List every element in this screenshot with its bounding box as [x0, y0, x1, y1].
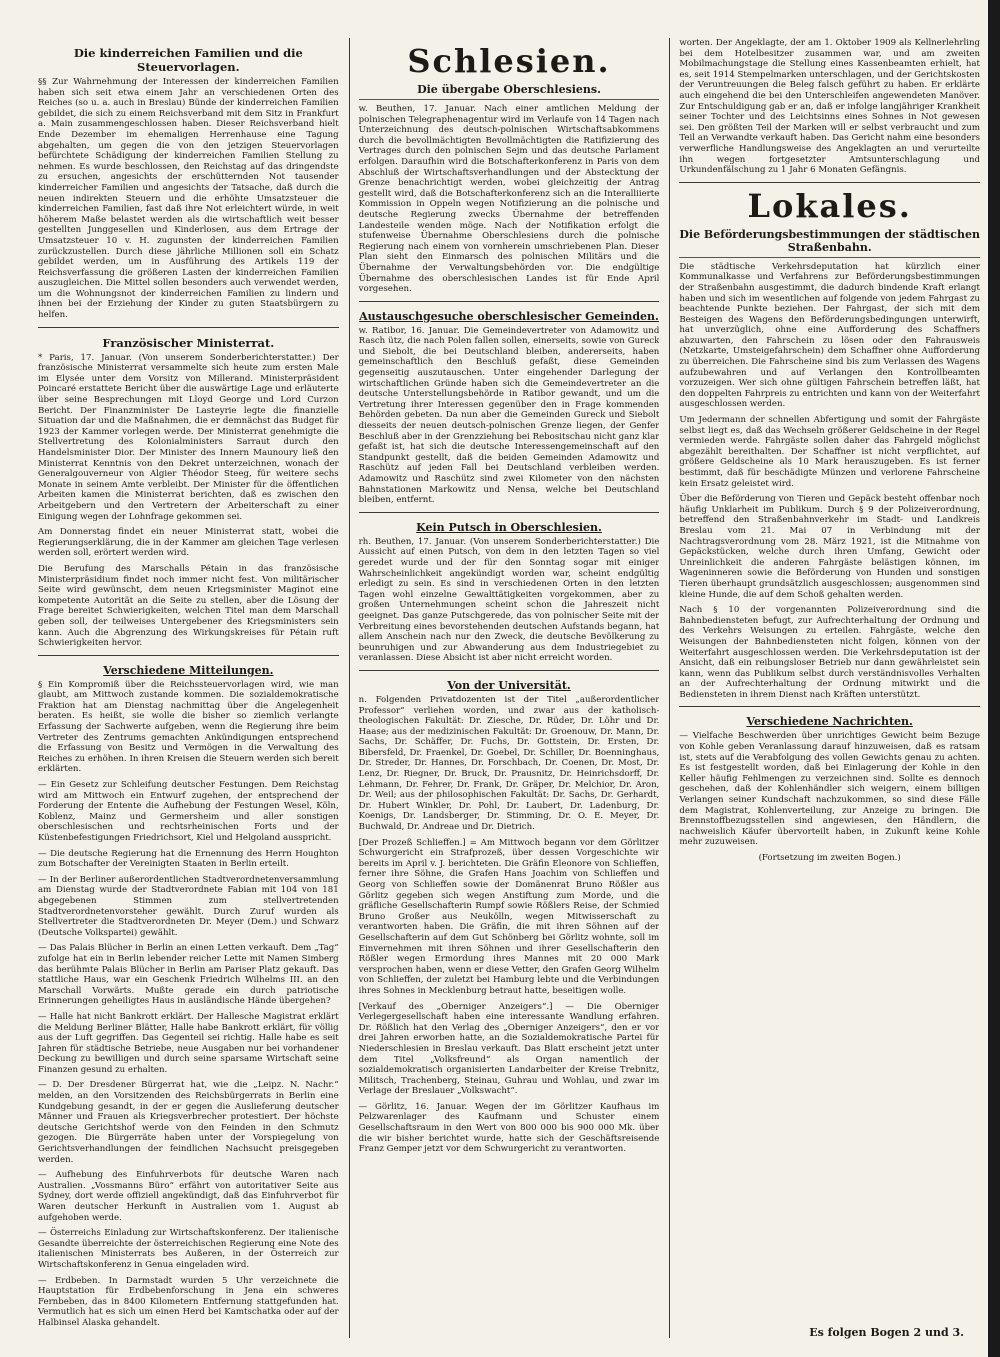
column-left — [38, 38, 339, 1338]
article-text: § Ein Kompromiß über die Reichssteuervorlagen wird, wie man glaubt, am Mittwoch zustande kommen. Die sozialdemokratische Fraktion hat am Dienstag nachmittag über die Angelegenheit beraten. Es heißt, sie wolle die bisher so ziemlich verlangte Erfassung der Sachwerte aufgeben, wenn die Regierung ihre beim Vertreter des Zentrums gemachten Ankündigungen entsprechend die Erfassung von Besitz und Vermögen in die Verwaltung des Reiches zu erhöhen. In ihren Kreisen die Steuern werden sich bereit erklärten. — [38, 679, 339, 775]
article-text: — Das Palais Blücher in Berlin an einen Letten verkauft. Dem „Tag“ zufolge hat ein in Berlin lebender reicher Lette mit Namen Simberg das berühmte Palais Blücher in Berlin am Pariser Platz gekauft. Das stattliche Haus, war ein Geschenk Friedrich Wilhelms III. an den Marschall Vorwärts. Mußte gerade ein durch patriotische Erinnerungen geheiligtes Haus in ausländische Hände übergehen? — [38, 943, 339, 1007]
divider — [359, 670, 660, 671]
page-edge — [988, 0, 1000, 1357]
article-text: worten. Der Angeklagte, der am 1. Oktober 1909 als Kellnerlehrling bei dem Hotelbesitzer zusammen war, und am zweiten Mobilmachungstage die Stellung eines Kassenbeamten erhielt, hat es, seit 1914 Stempelmarken unterschlagen, und der Gerichtskosten der Veruntreuungen die Beleg falsch geführt zu haben. Er erklärte auch eingehend die bei den Unterschleifen angewendeten Manöver. Zur Entschuldigung gab er an, daß er infolge langjähriger Krankheit seiner Tochter und des Leichtsinns eines Sohnes in Not gewesen sei. Den größten Teil der Marken will er selbst verbraucht und zum Teil an Verwandte verkauft haben. Das Gericht nahm eine besonders verwerfliche Handlungsweise des Angeklagten an und verurteilte ihn wegen fortgesetzter Amtsunterschlagung und Urkundenfälschung zu 1 Jahr 6 Monaten Gefängnis. — [679, 38, 981, 176]
divider — [38, 327, 339, 328]
article-text: Die städtische Verkehrsdeputation hat kürzlich einer Kommunalkasse und Verfahrens zur Beförderungsbestimmungen der Straßenbahn ausgestimmt, die dadurch bindende Kraft erlangt haben und sich im wesentlichen auf folgende von jedem Fahrgast zu beachtende Punkte beziehen. Der Fahrgast, der sich mit dem Besteigen des Wagens den Beförderungsbedingungen unterwirft, hat unverzüglich, ohne eine Aufforderung des Schaffners abzuwarten, den Fahrschein zu lösen oder den Fahrausweis (Netzkarte, Umsteigefahrschein) dem Schaffner ohne Aufforderung zu überreichen. Die Fahrscheine sind bis zum Verlassen des Wagens aufzubewahren und auf Verlangen den Kontrollbeamten vorzuzeigen. Wer sich ohne gültigen Fahrschein betreffen läßt, hat den doppelten Fahrpreis zu entrichten und kann von der Weiterfahrt ausgeschlossen werden. — [679, 261, 981, 410]
article-text: [Der Prozeß Schlieffen.] = Am Mittwoch begann vor dem Görlitzer Schwurgericht ein Strafprozeß, über dessen Vorgeschichte wir bereits im April v. J. berichteten. Die Gräfin Eleonore von Schlieffen, ferner ihre Söhne, die Grafen Hans Joachim von Schlieffen und Georg von Schlieffen sowie der Domänenrat Bruno Rößler aus Görlitz gegeben sich wegen Anstiftung zum Morde, und die gräfliche Gesellschafterin Rumpf sowie Rößlers Reise, der Schmied Bruno Großer aus Neukölln, wegen Mitwisserschaft zu verantworten haben. Die Gräfin, die mit ihren Söhnen auf der Gesellschafterin auf dem Gut Schönberg bei Görlitz wohnte, soll im Einvernehmen mit ihren Söhnen und ihrer Gesellschafterin den Rößler wegen Ermordung ihres Mannes mit 20 000 Mark versprochen haben, wenn er diese Vetter, den Grafen Georg Wilhelm von Schlieffen, der zuletzt bei Hamburg lebte und die Verbindungen ihres Sohnes in Mecklenburg betraut hatte, beseitigen wolle. — [358, 837, 660, 996]
divider — [679, 706, 980, 707]
continuation-note: (Fortsetzung im zweiten Bogen.) — [758, 853, 901, 863]
article-text: [Verkauf des „Oberniger Anzeigers“.] — Die Oberniger Verlegergesellschaft haben eine interessante Wandlung erfahren. Dr. Rößlich hat den Verlag des „Oberniger Anzeigers“, den er vor drei Jahren erworben hatte, an die Sozialdemokratische Partei für Niederschlesien in Breslau verkauft. Das Blatt erscheint jetzt unter dem Titel „Volksfreund“ als Organ namentlich der sozialdemokratisch organisierten Landarbeiter der Kreise Trebnitz, Militsch, Trachenberg, Steinau, Guhrau und Wohlau, und zwar im Verlage der Breslauer „Volkswacht“. — [358, 1001, 660, 1097]
headline-nachrichten: Verschiedene Nachrichten. — [746, 715, 913, 729]
article-text: w. Ratibor, 16. Januar. Die Gemeindevertreter von Adamowitz und Rasch ütz, die nach Polen fallen sollen, einerseits, sowie von Gureck und Siebolt, die bei Deutschland bleiben, andererseits, haben gemeinschaftlich den Beschluß gefaßt, diese Gemeinden gegenseitig auszutauschen. Unter eingehender Darlegung der wirtschaftlichen Gründe haben sich die Gemeindevertreter an die deutsche Unterstellungsbehörde in Ratibor gewandt, und um die Vertretung ihrer Interessen gegenüber den in Frage kommenden Behörden gebeten. Da nun aber die Gemeinden Gureck und Siebolt diesseits der neuen deutsch-polnischen Grenze liegen, der Genfer Beschluß aber in der Grenzziehung bei Rebositschau nicht ganz klar gefaßt ist, hat sich die deutsche Interessengemeinschaft auf den Standpunkt gestellt, daß die beiden Gemeinden Adamowitz und Raschütz auf jeden Fall bei Deutschland verbleiben werden. Adamowitz und Raschütz sind zwei Kilometer von den nächsten Bahnstationen Markowitz und Nensa, welche bei Deutschland bleiben, entfernt. — [358, 325, 660, 506]
article-text: rh. Beuthen, 17. Januar. (Von unserem Sonderberichterstatter.) Die Aussicht auf einen Putsch, von dem in den letzten Tagen so viel geredet wurde und der für den Sonntag sogar mit einiger Wahrscheinlichkeit angekündigt worden war, scheint endgültig erledigt zu sein. Es sind in verschiedenen Orten in den letzten Tagen wohl einzelne Gewalttätigkeiten vorgekommen, aber zu großen Unternehmungen scheint schon die Jahreszeit nicht geeignet. Das ganze Putschgerede, das von polnischer Seite mit der Verbreitung eines bevorstehenden deutschen Aufstands begann, hat allem Anschein nach nur den Zweck, die deutsche Bevölkerung zu beunruhigen und zur Abwanderung aus dem Industriegebiet zu veranlassen. Diese Absicht ist aber nicht erreicht worden. — [358, 536, 660, 664]
column-middle — [349, 38, 660, 1338]
article-text: Um Jedermann der schnellen Abfertigung und somit der Fahrgäste selbst liegt es, daß das Wechseln größerer Geldscheine in der Regel vermieden werde. Fahrgäste sollen daher das Fahrgeld möglichst abgezählt bereithalten. Der Schaffner ist nicht verpflichtet, auf größere Geldscheine als 10 Mark herauszugeben. Es ist ferner bestimmt, daß für beschädigte Münzen und verlorene Fahrscheine kein Ersatz geleistet wird. — [679, 415, 981, 489]
section-title-schlesien: Schlesien. — [407, 42, 611, 80]
article-text: Am Donnerstag findet ein neuer Ministerrat statt, wobei die Regierungserklärung, die in der Kammer am gleichen Tage verlesen werden soll, erörtert werden wird. — [38, 527, 339, 559]
article-text: — Ein Gesetz zur Schleifung deutscher Festungen. Dem Reichstag wird am Mittwoch ein Entwurf zugehen, der entsprechend der Forderung der Entente die Aufhebung der Festungen Wesel, Köln, Koblenz, Mainz und Germersheim und aller sonstigen oberschlesischen und rechtsrheinischen Forts und der Küstenbefestigungen Friedrichsort, Kiel und Helgoland ausspricht. — [38, 780, 339, 843]
article-text: §§ Zur Wahrnehmung der Interessen der kinderreichen Familien haben sich seit etwa einem Jahr an verschiedenen Orten des Reiches (so u. a. auch in Breslau) Bünde der kinderreichen Familien gebildet, die sich zu einem Reichsverband mit dem Sitz in Frankfurt a. Main zusammengeschlossen haben. Dieser Reichsverband hielt Ende Dezember im ehemaligen Herrenhause eine Tagung abgehalten, um gegen die von den jetzigen Steuervorlagen befürchtete Schädigung der kinderreichen Familien Stellung zu nehmen. Es wurde beschlossen, den Reichstag auf das dringendste zu ersuchen, angesichts der erschütternden Not tausender kinderreicher Familien und angesichts der Tatsache, daß durch die neuen indirekten Steuern und die erhöhte Umsatzsteuer die kinderreichen Familien, fast daß ihre Not erleichtert würde, in weit höherem Maße belastet werden als die wirtschaftlich weit besser gestellten Junggesellen und Kinderlosen, aus dem Ertrage der Umsatzsteuer 10 v. H. zugunsten der kinderreichen Familien zurückzustellen. Durch diese jährliche Millionen soll ein Schatz gebildet werden, um in Ausführung des Artikels 119 der Reichsverfassung die größeren Lasten der kinderreichen Familien auszugleichen. Die Mittel sollen besonders auch verwendet werden, um die Wohnungsnot der kinderreichen Familien zu lindern und ihnen bei der Erziehung der Kinder zu guten Staatsbürgern zu helfen. — [38, 77, 339, 321]
divider — [359, 512, 660, 513]
article-text: — Görlitz, 16. Januar. Wegen der im Görlitzer Kaufhaus im Pelzwarenlager des Kaufmann und Schuster einem Gesellschaftsraum in den Wert von 800 000 bis 900 000 Mk. über die wir bisher berichtet wurde, hatte sich der Geschäftsreisende Franz Gemper jetzt vor dem Schwurgericht zu verantworten. — [358, 1101, 660, 1155]
article-text: — D. Der Dresdener Bürgerrat hat, wie die „Leipz. N. Nachr.“ melden, an den Vorsitzenden des Reichsbürgerrats in Berlin eine Kundgebung gesandt, in der er gegen die Auslieferung deutscher Männer und Frauen als Kriegsverbrecher protestiert. Der höchste deutsche Gerichtshof werde von den Feinden in den Schmutz gezogen. Die Bürgerräte haben unter der Vorspiegelung von Gerichtsverhandlungen der feindlichen Nachsucht preisgegeben werden. — [38, 1080, 339, 1165]
headline-ministerrat: Französischer Ministerrat. — [102, 335, 275, 350]
article-text: w. Beuthen, 17. Januar. Nach einer amtlichen Meldung der polnischen Telegraphenagentur wird im Verlaufe von 14 Tagen nach Unterzeichnung des deutsch-polnischen Wirtschaftsabkommens durch die bevollmächtigten Bevollmächtigten die Ratifizierung des Vertrages durch den polnischen Sejm und das deutsche Parlament erfolgen. Daraufhin wird die Botschafterkonferenz in Paris von dem Abschluß der Wirtschaftsverhandlungen und der Abstecktung der Grenze benachrichtigt werden, wobei gleichzeitig der Antrag gestellt wird, daß die Botschafterkonferenz sich an die Interalliierte Kommission in Oppeln wegen Notifizierung an die polnische und deutsche Regierung zwecks Übernahme der betreffenden Landesteile wenden möge. Nach der Notifikation erfolgt die stufenweise Übernahme Oberschlesiens durch die polnische Regierung nach einem von vornherein umschriebenen Plan. Dieser Plan sieht den Einmarsch des polnischen Militärs und die Übernahme der Verwaltungsbehörden vor. Die endgültige Übernahme des oberschlesischen Landes ist für Ende April vorgesehen. — [358, 104, 660, 295]
headline-kein-putsch: Kein Putsch in Oberschlesien. — [416, 520, 602, 534]
article-text: — Erdbeben. In Darmstadt wurden 5 Uhr verzeichnete die Hauptstation für Erdbebenforschung in Jena ein schweres Fernbeben, das in 8400 Kilometern Entfernung stattgefunden hat. Vermutlich hat es sich um einen Herd bei Kamtschatka oder auf der Halbinsel Alaska gehandelt. — [38, 1275, 339, 1328]
article-text: Über die Beförderung von Tieren und Gepäck besteht offenbar noch häufig Unklarheit im Publikum. Durch § 9 der Polizeiverordnung, betreffend den Straßenbahnverkehr im Stadt- und Landkreis Breslau vom 21. Mai 07 in Verbindung mit der Nachtragsverordnung vom 28. März 1921, ist die Mitnahme von Gepäckstücken, welche durch ihren Umfang, Gewicht oder Unreinlichkeit die anderen Fahrgäste belästigen können, im Wageninneren sowie die Beförderung von Hunden und sonstigen Tieren überhaupt grundsätzlich ausgeschlossen; ausgenommen sind kleine Hunde, die auf dem Schoß gehalten werden. — [679, 494, 981, 600]
column-right — [669, 38, 980, 1338]
footer-note: Es folgen Bogen 2 und 3. — [809, 1326, 964, 1339]
article-text: * Paris, 17. Januar. (Von unserem Sonderberichterstatter.) Der französische Ministerrat versammelte sich heute zum ersten Male im Elysée unter dem Vorsitz von Millerand. Ministerpräsident Poincaré erstattete Bericht über die auswärtige Lage und erläuterte über seine Besprechungen mit Lloyd George und Lord Curzon Bericht. Der Finanzminister De Lasteyrie legte die finanzielle Situation dar und die Maßnahmen, die er demnächst das Budget für 1923 der Kammer vorlegen werde. Der Ministerrat genehmigte die Stellvertretung des Kolonialministers Sarraut durch den Handelsminister Dior. Der Minister des Innern Maunoury ließ den Ministerrat Kenntnis von den Dekret unterzeichnen, wonach der Generalgouverneur von Algier Théodor Steeg, für weitere sechs Monate in seinem Amte verbleibt. Der Minister für die öffentlichen Arbeiten kamen die Ministerrat berichten, daß es zwischen den Arbeitgebern und den Vertretern der Arbeiterschaft zu einer Einigung wegen der Lohnfrage gekommen sei. — [38, 352, 339, 522]
article-text: — Die deutsche Regierung hat die Ernennung des Herrn Houghton zum Botschafter der Vereinigten Staaten in Berlin erteilt. — [38, 848, 339, 870]
headline-universitaet: Von der Universität. — [447, 678, 571, 692]
headline-uebergabe: Die übergabe Oberschlesiens. — [359, 83, 660, 100]
article-text: — Halle hat nicht Bankrott erklärt. Der Hallesche Magistrat erklärt die Meldung Berliner Blätter, Halle habe Bankrott erklärt, für völlig aus der Luft gegriffen. Das Gegenteil sei richtig. Halle habe es seit Jahren für städtische Betriebe, neue Ausgaben nur bei vorhandener Deckung zu bewilligen und durch seine sparsame Wirtschaft seine Finanzen gesund zu erhalten. — [38, 1011, 339, 1075]
headline-mitteilungen: Verschiedene Mitteilungen. — [103, 663, 274, 677]
article-text: — In der Berliner außerordentlichen Stadtverordnetenversammlung am Dienstag wurde der Stadtverordnete Fabian mit 104 von 181 abgegebenen Stimmen zum stellvertretenden Stadtverordnetenvorsteher gewählt. Durch Zuruf wurden als Stellvertreter die Stadtverordneten Dr. Meyer (Dem.) und Schwarz (Deutsche Volkspartei) gewählt. — [38, 874, 339, 938]
headline-austausch: Austauschgesuche oberschlesischer Gemeinden. — [359, 309, 659, 323]
divider — [38, 655, 339, 656]
headline-kinderreiche-familien: Die kinderreichen Familien und die Steuervorlagen. — [73, 46, 303, 74]
divider — [679, 182, 980, 183]
divider — [359, 301, 660, 302]
article-text: — Aufhebung des Einfuhrverbots für deutsche Waren nach Australien. „Vossmanns Büro“ erfährt von autoritativer Seite aus Sydney, dort werde offiziell angekündigt, daß das Einfuhrverbot für Waren deutscher Herkunft in Australien vom 1. August ab aufgehoben werde. — [38, 1170, 339, 1223]
article-text: n. Folgenden Privatdozenten ist der Titel „außerordentlicher Professor“ verliehen worden, und zwar aus der katholisch-theologischen Fakultät: Dr. Ziesche, Dr. Rüder, Dr. Löhr und Dr. Haase; aus der medizinischen Fakultät: Dr. Groenouw, Dr. Mann, Dr. Sachs, Dr. Schäffer, Dr. Fuchs, Dr. Gottstein, Dr. Ersten, Dr. Bibersfeld, Dr. Fraenkel, Dr. Goebel, Dr. Schiller, Dr. Boenninghaus, Dr. Streder, Dr. Hannes, Dr. Forschbach, Dr. Coenen, Dr. Most, Dr. Lenz, Dr. Riegner, Dr. Bruck, Dr. Prausnitz, Dr. Heinrichsdorff, Dr. Lehmann, Dr. Fehrer, Dr. Frank, Dr. Gräper, Dr. Melchior, Dr. Aron, Dr. Weil; aus der philosophischen Fakultät: Dr. Sachs, Dr. Gerhardt, Dr. Hubert Winkler, Dr. Pohl, Dr. Laubert, Dr. Ladenburg, Dr. Koenigs, Dr. Landsberger, Dr. Stimming, Dr. O. E. Meyer, Dr. Buchwald, Dr. Andreae und Dr. Dietrich. — [358, 694, 660, 833]
article-text: — Vielfache Beschwerden über unrichtiges Gewicht beim Bezuge von Kohle geben Veranlassung darauf hinzuweisen, daß es ratsam ist, stets auf die Verabfolgung des vollen Gewichts genau zu achten. Es ist festgestellt worden, daß bei Einlagerung der Kohle in den Keller häufig Fehlmengen zu verzeichnen sind. Sollte es dennoch geschehen, daß der Kohlenhändler sich weigern, einem billigen Verlangen seiner Kundschaft nachzukommen, so sind diese Fälle dem Magistrat, Kohlenverteilung, zur Anzeige zu bringen. Die Brennstoffbezugsstellen sind angewiesen, den Händlern, die nachweislich Käufer übervorteilt haben, in Zukunft keine Kohle mehr zuzuweisen. — [679, 731, 981, 848]
section-title-lokales: Lokales. — [747, 186, 912, 225]
headline-strassenbahn: Die Beförderungsbestimmungen der städtischen Straßenbahn. — [679, 228, 980, 258]
article-text: — Österreichs Einladung zur Wirtschaftskonferenz. Der italienische Gesandte überreichte der österreichischen Regierung eine Note des italienischen Ministerrats bes Außeren, in der Österreich zur Wirtschaftskonferenz in Genua eingeladen wird. — [38, 1228, 339, 1270]
article-text: Die Berufung des Marschalls Pétain in das französische Ministerpräsidium findet noch immer nicht fest. Von militärischer Seite wird gewünscht, dem neuen Kriegsminister Maginot eine kompetente Autorität an die Seite zu stellen, aber die Lösung der Frage bereitet Schwierigkeiten, welchen Titel man dem Marschall geben soll, der teilweises Untergebener des Kriegsministers sein kann. Auch die Abgrenzung des Wirkungskreises für Pétain ruft Schwierigkeiten hervor. — [38, 563, 339, 649]
article-text: Nach § 10 der vorgenannten Polizeiverordnung sind die Bahnbediensteten befugt, zur Aufrechterhaltung der Ordnung und des Verkehrs Weisungen zu erteilen. Fahrgäste, welche den Weisungen der Bahnbediensteten nicht folgen, können von der Weiterfahrt ausgeschlossen werden. Die Verkehrsdeputation ist der Ansicht, daß ein reibungsloser Betrieb nur dann gewährleistet sein kann, wenn das Publikum selbst durch verständnisvolles Verhalten an der Aufrechterhaltung der Ordnung mitwirkt und die Bediensteten in ihrem Dienst nach Kräften unterstützt. — [679, 605, 981, 700]
